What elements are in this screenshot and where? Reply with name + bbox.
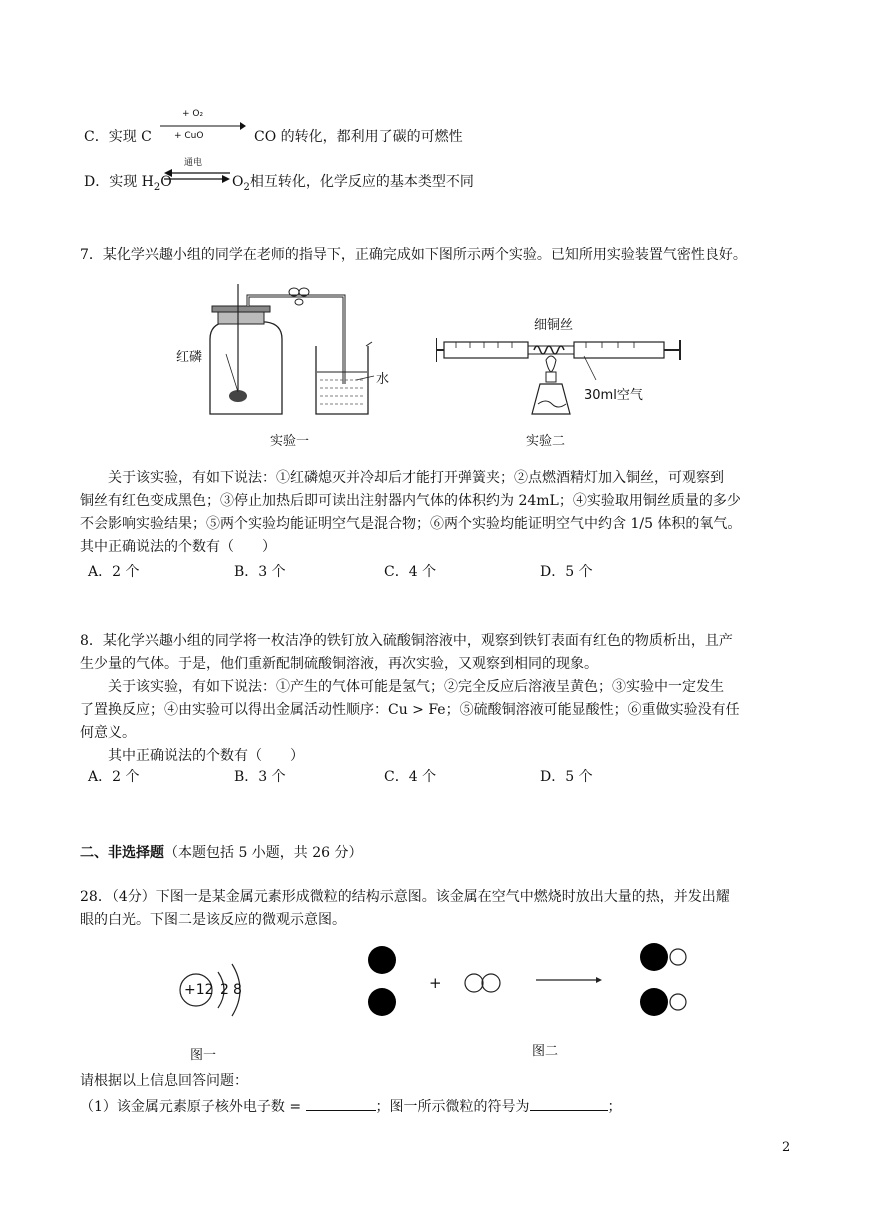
answer-blank-particle-symbol[interactable] xyxy=(530,1096,608,1111)
micro-reaction-figure xyxy=(360,940,690,1040)
q8-body: 8．某化学兴趣小组的同学将一枚洁净的铁钉放入硫酸铜溶液中，观察到铁钉表面有红色的物质析出，且产 生少量的气体。于是，他们重新配制硫酸铜溶液，再次实验，又观察到相同的现象。 关于该实验，有如下说法：①产生的气体可能是氢气；②完全反应后溶液呈黄色；③实验中一定发生 了置换反应；④由实验可以得出金属活动性顺序：Cu > Fe；⑤硫酸铜溶液可能显酸性；⑥重做实验没有任 何意义。 其中正确说法的个数有（ ） xyxy=(80,633,740,764)
option-c-suffix: CO 的转化，都利用了碳的可燃性 xyxy=(254,129,463,145)
arrow-c-below: + CuO xyxy=(174,131,204,141)
atom-shell-1: 2 xyxy=(220,982,229,998)
q8-option-c[interactable]: C．4 个 xyxy=(384,769,437,785)
section-two-note: （本题包括 5 小题，共 26 分） xyxy=(164,845,363,861)
q8-options xyxy=(88,766,688,788)
option-c xyxy=(84,126,152,148)
option-d-prefix: D．实现 H xyxy=(84,174,154,190)
section-two-heading xyxy=(80,842,363,864)
experiment-two-figure xyxy=(436,328,686,428)
q7-statements: 关于该实验，有如下说法：①红磷熄灭并冷却后才能打开弹簧夹；②点燃酒精灯加入铜丝，可观察到 铜丝有红色变成黑色；③停止加热后即可读出注射器内气体的体积约为 24mL；④实验取用铜丝质量的多少 不会影响实验结果；⑤两个实验均能证明空气是混合物；⑥两个实验均能证明空气中约含 1/5 体积的氧气。 其中正确说法的个数有（ ） xyxy=(80,470,742,555)
q28-prompt: 请根据以上信息回答问题： xyxy=(80,1073,248,1089)
answer-blank-electron-count[interactable] xyxy=(306,1096,376,1111)
option-d-mid: O xyxy=(160,174,172,190)
label-water: 水 xyxy=(376,372,390,387)
reaction-arrow-c xyxy=(160,109,246,145)
caption-figure-one: 图一 xyxy=(190,1048,217,1063)
q8-option-a[interactable]: A．2 个 xyxy=(88,769,140,785)
atom-nucleus: +12 xyxy=(184,982,214,998)
q7-option-c[interactable]: C．4 个 xyxy=(384,564,437,580)
option-d-sub: 2 xyxy=(153,181,161,193)
q8-option-b[interactable]: B．3 个 xyxy=(234,769,286,785)
q7-stem: 7．某化学兴趣小组的同学在老师的指导下，正确完成如下图所示两个实验。已知所用实验装置气密性良好。 xyxy=(80,247,747,263)
q7-option-d[interactable]: D．5 个 xyxy=(540,564,593,580)
section-two-title: 二、非选择题 xyxy=(80,845,164,861)
label-30ml-air: 30ml空气 xyxy=(584,388,643,403)
arrow-d-above: 通电 xyxy=(184,158,203,168)
reaction-arrow-d xyxy=(164,155,230,185)
experiment-one-figure xyxy=(196,284,426,424)
q8-option-d[interactable]: D．5 个 xyxy=(540,769,593,785)
option-d xyxy=(84,171,172,199)
atom-shell-2: 8 xyxy=(233,982,242,998)
page-number: 2 xyxy=(782,1140,791,1155)
q28-sub1: （1）该金属元素原子核外电子数 = ；图一所示微粒的符号为 ； xyxy=(80,1096,622,1118)
q7-options xyxy=(88,561,688,583)
right-arrow-icon xyxy=(160,121,246,131)
option-c-prefix: C．实现 C xyxy=(84,129,152,145)
caption-figure-two: 图二 xyxy=(532,1044,559,1059)
q7-option-b[interactable]: B．3 个 xyxy=(234,564,286,580)
q28-stem: 28．（4分）下图一是某金属元素形成微粒的结构示意图。该金属在空气中燃烧时放出大量的热，并发出耀 眼的白光。下图二是该反应的微观示意图。 xyxy=(80,889,730,928)
caption-experiment-two: 实验二 xyxy=(526,434,566,449)
option-d-suffix: $O_2$相互转化，化学反应的基本类型不同 xyxy=(232,174,474,193)
q7-option-a[interactable]: A．2 个 xyxy=(88,564,140,580)
double-arrow-icon xyxy=(164,169,230,183)
label-copper-wire: 细铜丝 xyxy=(534,318,574,333)
label-red-phosphorus: 红磷 xyxy=(176,350,203,365)
caption-experiment-one: 实验一 xyxy=(270,434,310,449)
plus-sign: + xyxy=(429,974,442,992)
arrow-c-above: + O₂ xyxy=(182,109,204,119)
